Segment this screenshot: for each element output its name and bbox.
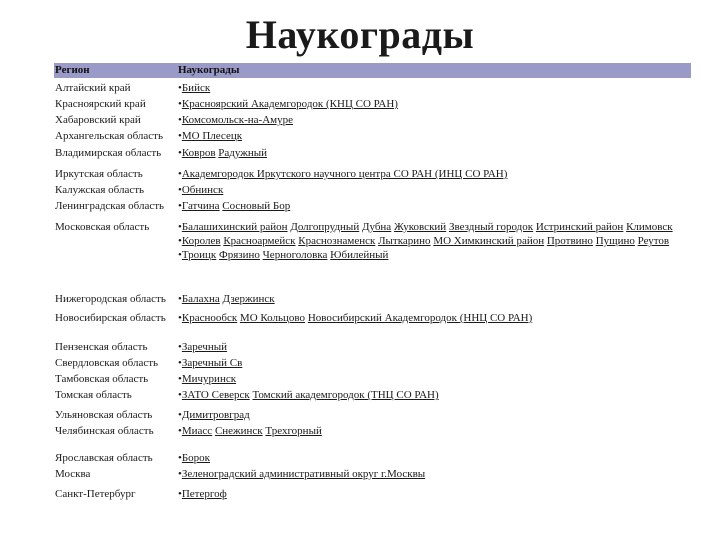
cities-cell bbox=[178, 199, 688, 213]
city-link[interactable]: Гатчина bbox=[181, 200, 220, 212]
header-region: Регион bbox=[55, 64, 90, 76]
bullet-icon: • bbox=[178, 373, 182, 385]
city-link[interactable]: Балахна bbox=[181, 293, 220, 305]
cities-cell bbox=[178, 487, 688, 501]
cities-cell bbox=[178, 467, 688, 481]
bullet-icon: • bbox=[178, 200, 182, 212]
table-header bbox=[54, 63, 691, 78]
cities-cell bbox=[178, 356, 688, 370]
city-link[interactable]: Долгопрудный bbox=[290, 221, 360, 233]
city-link[interactable]: Краснознаменск bbox=[298, 235, 376, 247]
region-name: Москва bbox=[55, 468, 91, 480]
region-name: Новосибирская область bbox=[55, 312, 166, 324]
bullet-icon: • bbox=[178, 168, 182, 180]
cities-line bbox=[178, 356, 688, 370]
cities-line bbox=[178, 292, 688, 306]
bullet-icon: • bbox=[178, 293, 182, 305]
bullet-icon: • bbox=[178, 389, 182, 401]
cities-cell bbox=[178, 81, 688, 95]
city-link[interactable]: Новосибирский Академгородок (ННЦ СО РАН) bbox=[307, 312, 533, 324]
cities-line bbox=[178, 487, 688, 501]
cities-cell bbox=[178, 292, 688, 306]
region-name: Свердловская область bbox=[55, 357, 159, 369]
city-link[interactable]: Красноармейск bbox=[223, 235, 296, 247]
city-link[interactable]: ЗАТО Северск bbox=[181, 389, 250, 401]
bullet-icon: • bbox=[178, 114, 182, 126]
cities-line bbox=[178, 372, 688, 386]
cities-line bbox=[178, 408, 688, 422]
city-link[interactable]: МО Плесецк bbox=[181, 130, 243, 142]
city-link[interactable]: Черноголовка bbox=[262, 249, 328, 261]
cities-line bbox=[178, 451, 688, 465]
city-link[interactable]: Радужный bbox=[218, 147, 268, 159]
page-title: Наукограды bbox=[245, 12, 475, 57]
city-link[interactable]: Истринский район bbox=[535, 221, 624, 233]
cities-cell bbox=[178, 167, 688, 181]
city-link[interactable]: Заречный bbox=[181, 341, 228, 353]
region-name: Пензенская область bbox=[55, 341, 148, 353]
city-link[interactable]: Реутов bbox=[637, 235, 670, 247]
bullet-icon: • bbox=[178, 452, 182, 464]
city-link[interactable]: Зеленоградский административный округ г.Москвы bbox=[181, 468, 426, 480]
region-name: Владимирская область bbox=[55, 147, 162, 159]
city-link[interactable]: Миасс bbox=[181, 425, 213, 437]
cities-line bbox=[178, 388, 688, 402]
bullet-icon: • bbox=[178, 409, 182, 421]
bullet-icon: • bbox=[178, 249, 182, 261]
region-name: Алтайский край bbox=[55, 82, 131, 94]
city-link[interactable]: Академгородок Иркутского научного центра СО РАН (ИНЦ СО РАН) bbox=[181, 168, 508, 180]
city-link[interactable]: Бийск bbox=[181, 82, 211, 94]
city-link[interactable]: Комсомольск-на-Амуре bbox=[181, 114, 294, 126]
region-name: Калужская область bbox=[55, 184, 145, 196]
city-link[interactable]: Сосновый Бор bbox=[222, 200, 291, 212]
region-name: Санкт-Петербург bbox=[55, 488, 136, 500]
region-name: Ярославская область bbox=[55, 452, 153, 464]
region-name: Тамбовская область bbox=[55, 373, 149, 385]
cities-line bbox=[178, 248, 688, 262]
header-cities: Наукограды bbox=[178, 64, 240, 76]
city-link[interactable]: Балашихинский район bbox=[181, 221, 288, 233]
cities-cell bbox=[178, 311, 688, 325]
cities-cell bbox=[178, 146, 688, 160]
cities-line bbox=[178, 311, 688, 325]
city-link[interactable]: Борок bbox=[181, 452, 211, 464]
bullet-icon: • bbox=[178, 235, 182, 247]
cities-line bbox=[178, 340, 688, 354]
city-link[interactable]: МО Химкинский район bbox=[433, 235, 545, 247]
city-link[interactable]: Протвино bbox=[546, 235, 593, 247]
city-link[interactable]: Ковров bbox=[181, 147, 216, 159]
bullet-icon: • bbox=[178, 425, 182, 437]
city-link[interactable]: Климовск bbox=[626, 221, 673, 233]
bullet-icon: • bbox=[178, 98, 182, 110]
cities-cell bbox=[178, 97, 688, 111]
bullet-icon: • bbox=[178, 221, 182, 233]
city-link[interactable]: Дубна bbox=[361, 221, 392, 233]
city-link[interactable]: Трехгорный bbox=[265, 425, 322, 437]
region-name: Архангельская область bbox=[55, 130, 163, 142]
city-link[interactable]: Дзержинск bbox=[222, 293, 275, 305]
cities-line bbox=[178, 424, 688, 438]
bullet-icon: • bbox=[178, 312, 182, 324]
cities-line bbox=[178, 467, 688, 481]
bullet-icon: • bbox=[178, 184, 182, 196]
city-link[interactable]: Заречный Св bbox=[181, 357, 243, 369]
cities-cell bbox=[178, 372, 688, 386]
region-name: Ульяновская область bbox=[55, 409, 153, 421]
cities-line bbox=[178, 167, 688, 181]
bullet-icon: • bbox=[178, 341, 182, 353]
city-link[interactable]: МО Кольцово bbox=[239, 312, 306, 324]
city-link[interactable]: Снежинск bbox=[214, 425, 263, 437]
cities-cell bbox=[178, 113, 688, 127]
cities-line bbox=[178, 146, 688, 160]
cities-cell bbox=[178, 424, 688, 438]
cities-line bbox=[178, 183, 688, 197]
cities-cell bbox=[178, 129, 688, 143]
cities-cell bbox=[178, 220, 688, 262]
region-name: Томская область bbox=[55, 389, 132, 401]
cities-line bbox=[178, 220, 688, 234]
bullet-icon: • bbox=[178, 488, 182, 500]
cities-line bbox=[178, 113, 688, 127]
region-name: Челябинская область bbox=[55, 425, 154, 437]
cities-cell bbox=[178, 408, 688, 422]
city-link[interactable]: Фрязино bbox=[219, 249, 260, 261]
city-link[interactable]: Краснообск bbox=[181, 312, 238, 324]
bullet-icon: • bbox=[178, 147, 182, 159]
city-link[interactable]: Пущино bbox=[595, 235, 635, 247]
region-name: Ленинградская область bbox=[55, 200, 165, 212]
cities-line bbox=[178, 97, 688, 111]
cities-cell bbox=[178, 183, 688, 197]
city-link[interactable]: Лыткарино bbox=[378, 235, 431, 247]
region-name: Хабаровский край bbox=[55, 114, 141, 126]
region-name: Нижегородская область bbox=[55, 293, 166, 305]
city-link[interactable]: Томский академгородок (ТНЦ СО РАН) bbox=[252, 389, 439, 401]
cities-line bbox=[178, 129, 688, 143]
region-name: Иркутская область bbox=[55, 168, 143, 180]
bullet-icon: • bbox=[178, 468, 182, 480]
cities-cell bbox=[178, 340, 688, 354]
city-link[interactable]: Юбилейный bbox=[330, 249, 389, 261]
region-name: Московская область bbox=[55, 221, 150, 233]
city-link[interactable]: Королев bbox=[181, 235, 221, 247]
region-name: Красноярский край bbox=[55, 98, 146, 110]
cities-cell bbox=[178, 451, 688, 465]
city-link[interactable]: Красноярский Академгородок (КНЦ СО РАН) bbox=[181, 98, 398, 110]
city-link[interactable]: Троицк bbox=[181, 249, 217, 261]
cities-line bbox=[178, 234, 688, 248]
cities-cell bbox=[178, 388, 688, 402]
city-link[interactable]: Жуковский bbox=[393, 221, 447, 233]
city-link[interactable]: Обнинск bbox=[181, 184, 224, 196]
bullet-icon: • bbox=[178, 130, 182, 142]
bullet-icon: • bbox=[178, 82, 182, 94]
city-link[interactable]: Мичуринск bbox=[181, 373, 237, 385]
cities-line bbox=[178, 81, 688, 95]
city-link[interactable]: Петергоф bbox=[181, 488, 227, 500]
cities-line bbox=[178, 199, 688, 213]
bullet-icon: • bbox=[178, 357, 182, 369]
city-link[interactable]: Звездный городок bbox=[448, 221, 534, 233]
city-link[interactable]: Димитровград bbox=[181, 409, 250, 421]
